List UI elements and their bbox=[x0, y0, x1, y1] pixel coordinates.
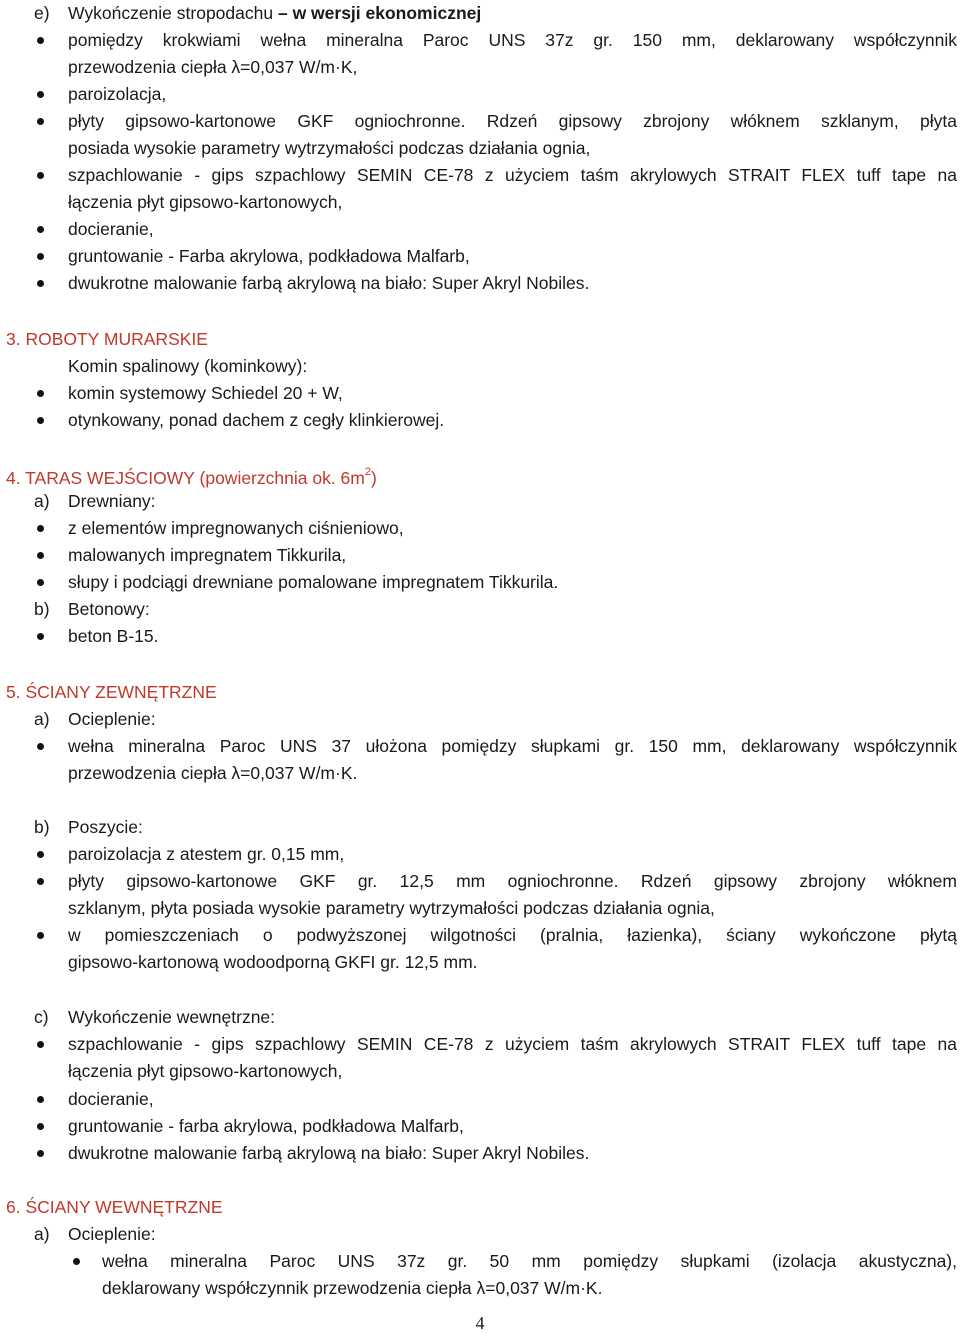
section-5-heading: 5. ŚCIANY ZEWNĘTRZNE bbox=[6, 682, 217, 702]
bullet-icon bbox=[37, 280, 44, 287]
list-item-line: przewodzenia ciepła λ=0,037 W/m·K. bbox=[68, 763, 358, 783]
section-3-heading: 3. ROBOTY MURARSKIE bbox=[6, 329, 208, 349]
list-item-line: płyty gipsowo-kartonowe GKF ogniochronne. Rdzeń gipsowy zbrojony włóknem szklanym, płyta bbox=[68, 111, 957, 131]
bullet-icon bbox=[37, 390, 44, 397]
list-item-line: komin systemowy Schiedel 20 + W, bbox=[68, 383, 343, 403]
sub-label: Ocieplenie: bbox=[68, 1224, 156, 1244]
list-item-line: gipsowo-kartonową wodoodporną GKFI gr. 12,5 mm. bbox=[68, 952, 478, 972]
bullet-icon bbox=[37, 851, 44, 858]
list-item-line: dwukrotne malowanie farbą akrylową na biało: Super Akryl Nobiles. bbox=[68, 1143, 590, 1163]
page-number: 4 bbox=[475, 1313, 485, 1333]
list-item-line: wełna mineralna Paroc UNS 37 ułożona pomiędzy słupkami gr. 150 mm, deklarowany współczynnik bbox=[68, 736, 957, 756]
list-item-line: docieranie, bbox=[68, 219, 154, 239]
section-e-title-text: Wykończenie stropodachu bbox=[68, 3, 274, 23]
list-item-line: deklarowany współczynnik przewodzenia ciepła λ=0,037 W/m·K. bbox=[102, 1278, 603, 1298]
bullet-icon bbox=[37, 1123, 44, 1130]
section-3-subtitle: Komin spalinowy (kominkowy): bbox=[68, 356, 308, 376]
bullet-icon bbox=[37, 417, 44, 424]
section-e-marker: e) bbox=[34, 3, 50, 23]
section-6-heading: 6. ŚCIANY WEWNĘTRZNE bbox=[6, 1197, 223, 1217]
sub-label: Wykończenie wewnętrzne: bbox=[68, 1007, 276, 1027]
list-item-line: paroizolacja, bbox=[68, 84, 167, 104]
sub-marker: c) bbox=[34, 1007, 49, 1027]
bullet-icon bbox=[37, 932, 44, 939]
sub-marker: a) bbox=[34, 709, 50, 729]
sub-label: Drewniany: bbox=[68, 491, 156, 511]
bullet-icon bbox=[37, 118, 44, 125]
list-item-line: szklanym, płyta posiada wysokie parametry wytrzymałości podczas działania ognia, bbox=[68, 898, 715, 918]
section-e-title-suffix: – w wersji ekonomicznej bbox=[273, 3, 482, 23]
list-item-line: dwukrotne malowanie farbą akrylową na biało: Super Akryl Nobiles. bbox=[68, 273, 590, 293]
bullet-icon bbox=[37, 253, 44, 260]
sub-label: Betonowy: bbox=[68, 599, 150, 619]
bullet-icon bbox=[37, 552, 44, 559]
bullet-icon bbox=[73, 1258, 80, 1265]
list-item-line: szpachlowanie - gips szpachlowy SEMIN CE-78 z użyciem taśm akrylowych STRAIT FLEX tuff tape na bbox=[68, 165, 957, 185]
list-item-line: paroizolacja z atestem gr. 0,15 mm, bbox=[68, 844, 345, 864]
section-4-heading bbox=[6, 461, 377, 488]
sub-label: Poszycie: bbox=[68, 817, 143, 837]
list-item-line: wełna mineralna Paroc UNS 37z gr. 50 mm pomiędzy słupkami (izolacja akustyczna), bbox=[102, 1251, 957, 1271]
bullet-icon bbox=[37, 91, 44, 98]
bullet-icon bbox=[37, 1150, 44, 1157]
sub-marker: b) bbox=[34, 817, 50, 837]
list-item-line: przewodzenia ciepła λ=0,037 W/m·K, bbox=[68, 57, 358, 77]
list-item-line: gruntowanie - Farba akrylowa, podkładowa Malfarb, bbox=[68, 246, 470, 266]
bullet-icon bbox=[37, 743, 44, 750]
section-e-title bbox=[68, 0, 481, 27]
sub-marker: b) bbox=[34, 599, 50, 619]
sub-label: Ocieplenie: bbox=[68, 709, 156, 729]
bullet-icon bbox=[37, 525, 44, 532]
list-item-line: docieranie, bbox=[68, 1089, 154, 1109]
list-item-line: łączenia płyt gipsowo-kartonowych, bbox=[68, 1061, 343, 1081]
list-item-line: beton B-15. bbox=[68, 626, 159, 646]
sub-marker: a) bbox=[34, 491, 50, 511]
list-item-line: szpachlowanie - gips szpachlowy SEMIN CE-78 z użyciem taśm akrylowych STRAIT FLEX tuff tape na bbox=[68, 1034, 957, 1054]
list-item-line: w pomieszczeniach o podwyższonej wilgotności (pralnia, łazienka), ściany wykończone płytą bbox=[68, 925, 957, 945]
list-item-line: płyty gipsowo-kartonowe GKF gr. 12,5 mm ogniochronne. Rdzeń gipsowy zbrojony włóknem bbox=[68, 871, 957, 891]
section-4-heading-text: 4. TARAS WEJŚCIOWY (powierzchnia ok. 6m bbox=[6, 467, 365, 488]
bullet-icon bbox=[37, 1041, 44, 1048]
list-item-line: otynkowany, ponad dachem z cegły klinkierowej. bbox=[68, 410, 445, 430]
list-item-line: słupy i podciągi drewniane pomalowane impregnatem Tikkurila. bbox=[68, 572, 559, 592]
section-4-heading-end: ) bbox=[370, 467, 377, 488]
list-item-line: gruntowanie - farba akrylowa, podkładowa Malfarb, bbox=[68, 1116, 464, 1136]
bullet-icon bbox=[37, 37, 44, 44]
list-item-line: pomiędzy krokwiami wełna mineralna Paroc UNS 37z gr. 150 mm, deklarowany współczynnik bbox=[68, 30, 957, 50]
sub-marker: a) bbox=[34, 1224, 50, 1244]
list-item-line: z elementów impregnowanych ciśnieniowo, bbox=[68, 518, 404, 538]
list-item-line: malowanych impregnatem Tikkurila, bbox=[68, 545, 347, 565]
bullet-icon bbox=[37, 1096, 44, 1103]
list-item-line: posiada wysokie parametry wytrzymałości podczas działania ognia, bbox=[68, 138, 591, 158]
section-4-heading-sup: 2 bbox=[364, 466, 371, 478]
bullet-icon bbox=[37, 579, 44, 586]
bullet-icon bbox=[37, 226, 44, 233]
bullet-icon bbox=[37, 633, 44, 640]
list-item-line: łączenia płyt gipsowo-kartonowych, bbox=[68, 192, 343, 212]
bullet-icon bbox=[37, 172, 44, 179]
bullet-icon bbox=[37, 878, 44, 885]
